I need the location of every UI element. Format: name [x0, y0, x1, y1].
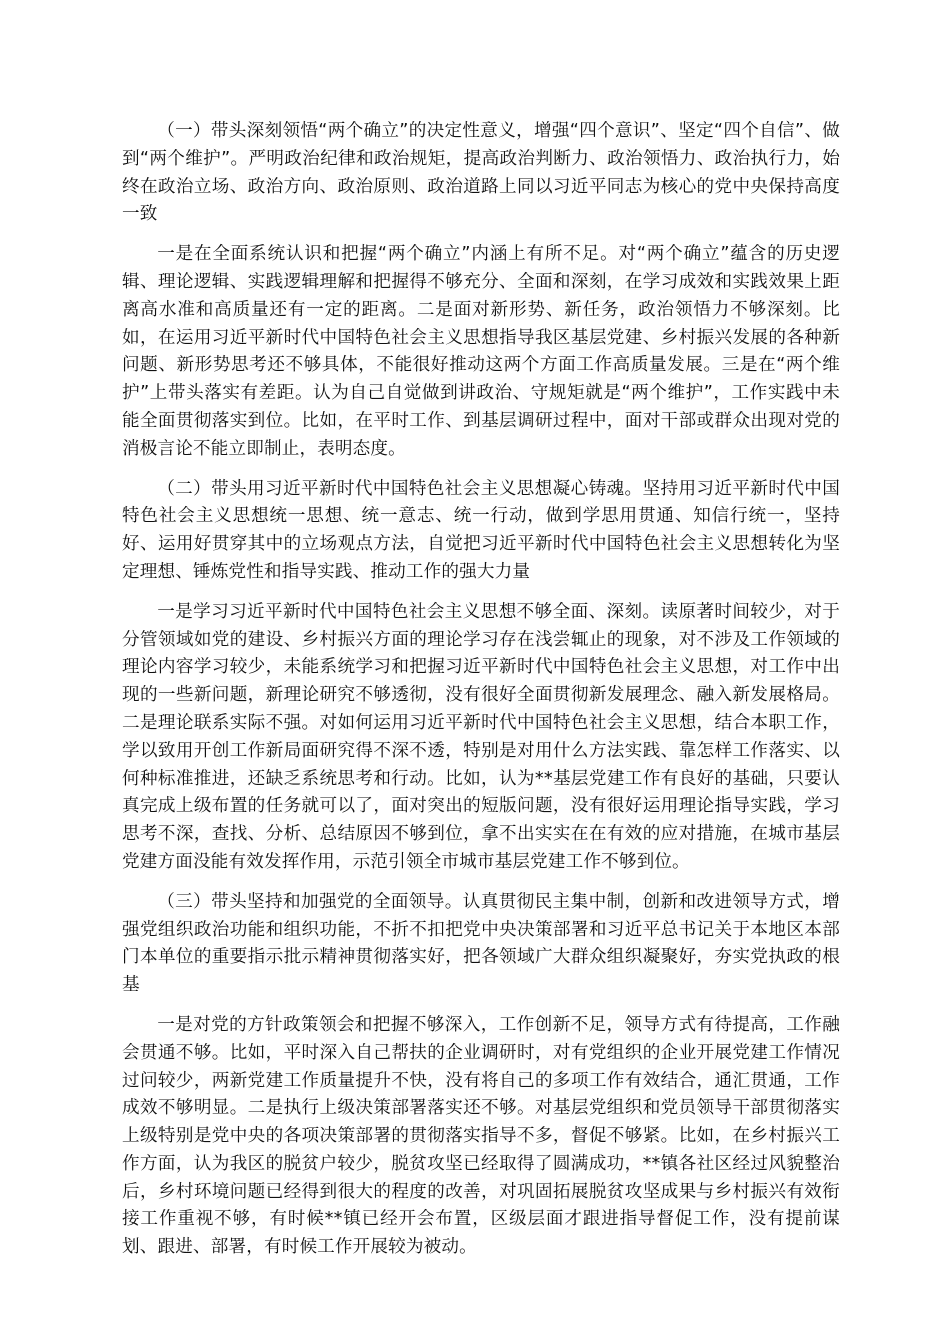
section-2-heading: （二）带头用习近平新时代中国特色社会主义思想凝心铸魂。坚持用习近平新时代中国特色社会主义思想统一思想、统一意志、统一行动，做到学思用贯通、知信行统一，坚持好、运用好贯穿其中的立场观点方法，自觉把习近平新时代中国特色社会主义思想转化为坚定理想、锤炼党性和指导实践、推动工作的强大力量	[122, 478, 840, 582]
section-2-body: 一是学习习近平新时代中国特色社会主义思想不够全面、深刻。读原著时间较少，对于分管领域如党的建设、乡村振兴方面的理论学习存在浅尝辄止的现象，对不涉及工作领域的理论内容学习较少，未能系统学习和把握习近平新时代中国特色社会主义思想，对工作中出现的一些新问题，新理论研究不够透彻，没有很好全面贯彻新发展理念、融入新发展格局。二是理论联系实际不强。对如何运用习近平新时代中国特色社会主义思想，结合本职工作，学以致用开创工作新局面研究得不深不透，特别是对用什么方法实践、靠怎样工作落实、以何种标准推进，还缺乏系统思考和行动。比如，认为**基层党建工作有良好的基础，只要认真完成上级布置的任务就可以了，面对突出的短版问题，没有很好运用理论指导实践，学习思考不深，查找、分析、总结原因不够到位，拿不出实实在在有效的应对措施，在城市基层党建方面没能有效发挥作用，示范引领全市城市基层党建工作不够到位。	[122, 601, 840, 872]
section-3-body: 一是对党的方针政策领会和把握不够深入，工作创新不足，领导方式有待提高，工作融会贯通不够。比如，平时深入自己帮扶的企业调研时，对有党组织的企业开展党建工作情况过问较少，两新党建工作质量提升不快，没有将自己的多项工作有效结合，通汇贯通，工作成效不够明显。二是执行上级决策部署落实还不够。对基层党组织和党员领导干部贯彻落实上级特别是党中央的各项决策部署的贯彻落实指导不多，督促不够紧。比如，在乡村振兴工作方面，认为我区的脱贫户较少，脱贫攻坚已经取得了圆满成功，**镇各社区经过风貌整治后，乡村环境问题已经得到很大的程度的改善，对巩固拓展脱贫攻坚成果与乡村振兴有效衔接工作重视不够，有时候**镇已经开会布置，区级层面才跟进指导督促工作，没有提前谋划、跟进、部署，有时候工作开展较为被动。	[122, 1014, 840, 1258]
section-3-heading: （三）带头坚持和加强党的全面领导。认真贯彻民主集中制，创新和改进领导方式，增强党组织政治功能和组织功能，不折不扣把党中央决策部署和习近平总书记关于本地区本部门本单位的重要指示批示精神贯彻落实好，把各领域广大群众组织凝聚好，夯实党执政的根基	[122, 891, 840, 996]
section-1-heading: （一）带头深刻领悟“两个确立”的决定性意义，增强“四个意识”、坚定“四个自信”、做到“两个维护”。严明政治纪律和政治规矩，提高政治判断力、政治领悟力、政治执行力，始终在政治立场、政治方向、政治原则、政治道路上同以习近平同志为核心的党中央保持高度一致	[122, 121, 840, 225]
section-1-body: 一是在全面系统认识和把握“两个确立”内涵上有所不足。对“两个确立”蕴含的历史逻辑、理论逻辑、实践逻辑理解和把握得不够充分、全面和深刻，在学习成效和实践效果上距离高水准和高质量还有一定的距离。二是面对新形势、新任务，政治领悟力不够深刻。比如，在运用习近平新时代中国特色社会主义思想指导我区基层党建、乡村振兴发展的各种新问题、新形势思考还不够具体，不能很好推动这两个方面工作高质量发展。三是在“两个维护”上带头落实有差距。认为自己自觉做到讲政治、守规矩就是“两个维护”，工作实践中未能全面贯彻落实到位。比如，在平时工作、到基层调研过程中，面对干部或群众出现对党的消极言论不能立即制止，表明态度。	[122, 244, 840, 459]
document-body	[122, 118, 840, 1274]
